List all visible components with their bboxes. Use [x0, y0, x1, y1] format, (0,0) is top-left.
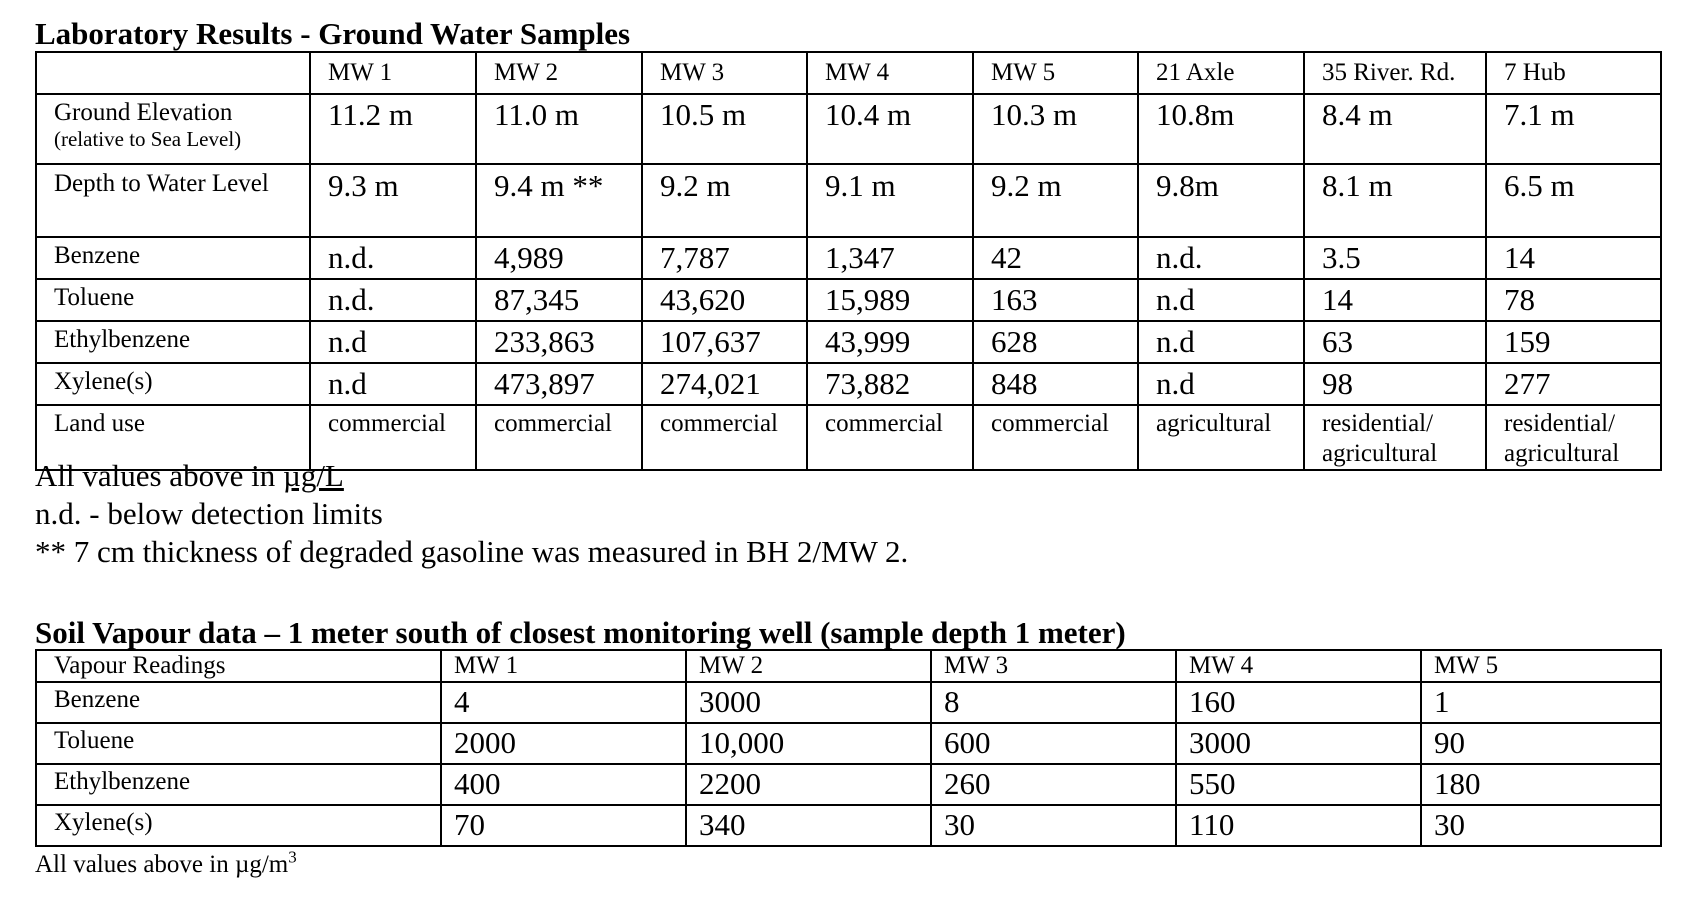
table-cell: commercial [476, 405, 642, 470]
table-cell: commercial [642, 405, 807, 470]
table-cell: 43,620 [642, 279, 807, 321]
table-cell: 600 [931, 723, 1176, 764]
groundwater-title: Laboratory Results - Ground Water Samples [35, 16, 631, 51]
table-cell: 11.2 m [310, 94, 476, 164]
table-cell: 473,897 [476, 363, 642, 405]
table-cell: 87,345 [476, 279, 642, 321]
table-cell: 42 [973, 237, 1138, 279]
row-label: Land use [36, 405, 310, 470]
table-cell: 8 [931, 682, 1176, 723]
column-header: 21 Axle [1138, 52, 1304, 94]
table-cell: 3000 [1176, 723, 1421, 764]
row-label: Benzene [36, 237, 310, 279]
table-cell: 10,000 [686, 723, 931, 764]
table-cell: 233,863 [476, 321, 642, 363]
table-cell: 2000 [441, 723, 686, 764]
row-label-text: Ground Elevation [54, 99, 233, 126]
table-cell: 10.3 m [973, 94, 1138, 164]
table-cell: 848 [973, 363, 1138, 405]
table-row [36, 94, 1661, 164]
soil-vapour-title: Soil Vapour data – 1 meter south of closest monitoring well (sample depth 1 meter) [35, 615, 1126, 650]
table-cell: 11.0 m [476, 94, 642, 164]
table-cell: 2200 [686, 764, 931, 805]
table-cell: 4,989 [476, 237, 642, 279]
table-cell: 98 [1304, 363, 1486, 405]
table-cell: 7.1 m [1486, 94, 1661, 164]
column-header: MW 3 [642, 52, 807, 94]
column-header: MW 3 [931, 650, 1176, 682]
column-header: MW 1 [441, 650, 686, 682]
groundwater-header-row [36, 52, 1661, 94]
table-cell: 107,637 [642, 321, 807, 363]
table-row [36, 164, 1661, 237]
table-cell: 160 [1176, 682, 1421, 723]
table-cell: 9.8m [1138, 164, 1304, 237]
table-cell: 110 [1176, 805, 1421, 846]
footnote: ** 7 cm thickness of degraded gasoline was measured in BH 2/MW 2. [35, 534, 909, 569]
table-cell: 274,021 [642, 363, 807, 405]
table-cell: 159 [1486, 321, 1661, 363]
table-cell: 8.4 m [1304, 94, 1486, 164]
column-header: MW 2 [476, 52, 642, 94]
column-header: MW 4 [1176, 650, 1421, 682]
units-note [35, 457, 908, 495]
table-cell: 9.2 m [973, 164, 1138, 237]
table-cell: 43,999 [807, 321, 973, 363]
units-note-text: All values above in µg/m [35, 851, 289, 878]
table-cell: 14 [1486, 237, 1661, 279]
groundwater-table [35, 51, 1662, 471]
table-cell: 63 [1304, 321, 1486, 363]
row-label: Depth to Water Level [36, 164, 310, 237]
table-cell: n.d [1138, 279, 1304, 321]
table-cell: agricultural [1138, 405, 1304, 470]
table-cell: 7,787 [642, 237, 807, 279]
table-cell: 277 [1486, 363, 1661, 405]
table-row [36, 237, 1661, 279]
row-label: Toluene [36, 723, 441, 764]
row-label [36, 94, 310, 164]
column-header: 35 River. Rd. [1304, 52, 1486, 94]
table-cell: 8.1 m [1304, 164, 1486, 237]
table-cell: residential/ agricultural [1486, 405, 1661, 470]
table-cell: 9.4 m ** [476, 164, 642, 237]
soil-vapour-header-row [36, 650, 1661, 682]
table-cell: n.d [1138, 363, 1304, 405]
column-header: MW 5 [973, 52, 1138, 94]
column-header: MW 1 [310, 52, 476, 94]
table-cell: 9.3 m [310, 164, 476, 237]
row-label: Ethylbenzene [36, 764, 441, 805]
table-cell: 10.8m [1138, 94, 1304, 164]
units-prefix: All values above in [35, 458, 283, 493]
table-cell: 10.4 m [807, 94, 973, 164]
table-row [36, 723, 1661, 764]
table-cell: residential/ agricultural [1304, 405, 1486, 470]
table-cell: 6.5 m [1486, 164, 1661, 237]
table-cell: n.d [1138, 321, 1304, 363]
table-cell: 30 [1421, 805, 1661, 846]
table-row [36, 279, 1661, 321]
header-blank-cell [36, 52, 310, 94]
table-cell: 3000 [686, 682, 931, 723]
table-row [36, 805, 1661, 846]
column-header: MW 4 [807, 52, 973, 94]
units-value: µg/L [282, 458, 344, 493]
table-cell: 1 [1421, 682, 1661, 723]
table-cell: 550 [1176, 764, 1421, 805]
table-cell: n.d. [1138, 237, 1304, 279]
table-cell: 1,347 [807, 237, 973, 279]
table-cell: commercial [973, 405, 1138, 470]
table-cell: 340 [686, 805, 931, 846]
column-header: MW 5 [1421, 650, 1661, 682]
table-cell: 73,882 [807, 363, 973, 405]
table-row [36, 363, 1661, 405]
row-label: Toluene [36, 279, 310, 321]
column-header: 7 Hub [1486, 52, 1661, 94]
table-cell: commercial [310, 405, 476, 470]
row-sublabel: (relative to Sea Level) [54, 127, 242, 151]
header-label: Vapour Readings [36, 650, 441, 682]
table-cell: 4 [441, 682, 686, 723]
table-cell: commercial [807, 405, 973, 470]
nd-note: n.d. - below detection limits [35, 496, 383, 531]
table-cell: n.d [310, 321, 476, 363]
table-cell: n.d. [310, 279, 476, 321]
table-cell: 180 [1421, 764, 1661, 805]
column-header: MW 2 [686, 650, 931, 682]
table-cell: 14 [1304, 279, 1486, 321]
table-cell: n.d. [310, 237, 476, 279]
row-label: Xylene(s) [36, 363, 310, 405]
table-cell: 9.2 m [642, 164, 807, 237]
table-cell: 70 [441, 805, 686, 846]
table-cell: 30 [931, 805, 1176, 846]
soil-vapour-units-note [35, 847, 297, 880]
table-cell: 260 [931, 764, 1176, 805]
table-cell: 78 [1486, 279, 1661, 321]
table-cell: 10.5 m [642, 94, 807, 164]
table-cell: 628 [973, 321, 1138, 363]
row-label: Benzene [36, 682, 441, 723]
table-row [36, 321, 1661, 363]
table-cell: n.d [310, 363, 476, 405]
table-cell: 15,989 [807, 279, 973, 321]
groundwater-notes [35, 457, 908, 571]
soil-vapour-table [35, 649, 1662, 847]
units-superscript: 3 [288, 847, 297, 867]
table-row [36, 682, 1661, 723]
row-label: Ethylbenzene [36, 321, 310, 363]
table-cell: 400 [441, 764, 686, 805]
table-row [36, 764, 1661, 805]
row-label: Xylene(s) [36, 805, 441, 846]
table-cell: 3.5 [1304, 237, 1486, 279]
table-cell: 163 [973, 279, 1138, 321]
table-cell: 90 [1421, 723, 1661, 764]
table-cell: 9.1 m [807, 164, 973, 237]
